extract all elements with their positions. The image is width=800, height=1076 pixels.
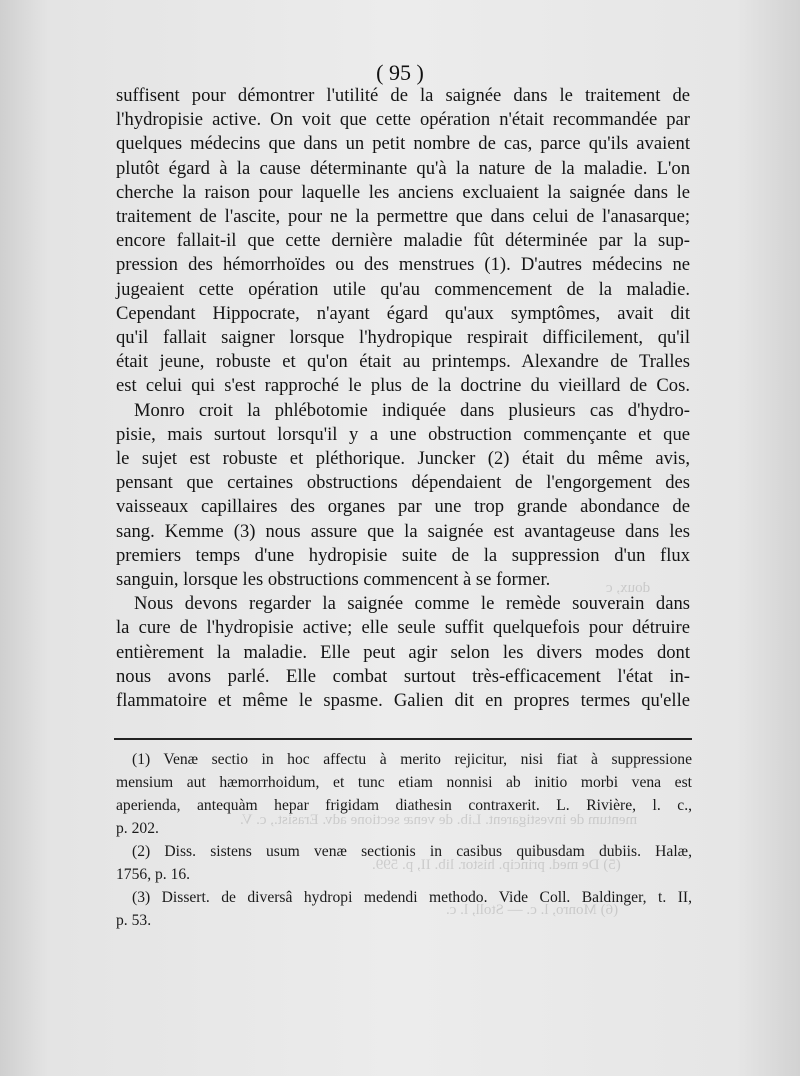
footnotes bbox=[116, 748, 692, 932]
text-line: plutôt égard à la cause déterminante qu'à la nature de la maladie. L'on bbox=[116, 157, 690, 179]
text-line: cherche la raison pour laquelle les anciens excluaient la saignée dans le bbox=[116, 181, 690, 203]
text-line: est celui qui s'est rapproché le plus de la doctrine du vieillard de Cos. bbox=[116, 375, 690, 397]
footnote-line: (3) Dissert. de diversâ hydropi medendi methodo. Vide Coll. Baldinger, t. II, bbox=[132, 889, 692, 906]
text-line: encore fallait-il que cette dernière maladie fût déterminée par la sup- bbox=[116, 230, 690, 252]
text-line: flammatoire et même le spasme. Galien dit en propres termes qu'elle bbox=[116, 690, 690, 712]
text-line: Cependant Hippocrate, n'ayant égard qu'aux symptômes, avait dit bbox=[116, 302, 690, 324]
text-line: sanguin, lorsque les obstructions commencent à se former. bbox=[116, 569, 551, 591]
text-line: vaisseaux capillaires des organes par une trop grande abondance de bbox=[116, 496, 690, 518]
bleed-through-text: (6) Monro, l. c. — Stoll, l. c. bbox=[446, 902, 619, 918]
text-line: Nous devons regarder la saignée comme le remède souverain dans bbox=[134, 593, 690, 615]
footnote-line: 1756, p. 16. bbox=[116, 866, 191, 883]
text-line: le sujet est robuste et pléthorique. Juncker (2) était du même avis, bbox=[116, 448, 690, 470]
text-line: Monro croit la phlébotomie indiquée dans plusieurs cas d'hydro- bbox=[134, 399, 690, 421]
text-line: sang. Kemme (3) nous assure que la saignée est avantageuse dans les bbox=[116, 520, 690, 542]
footnote-line: p. 202. bbox=[116, 820, 159, 837]
text-line: qu'il fallait saigner lorsque l'hydropique respirait difficilement, qu'il bbox=[116, 327, 690, 349]
bleed-through-text: doux, c bbox=[606, 580, 651, 596]
text-line: jugeaient cette opération utile qu'au commencement de la maladie. bbox=[116, 278, 690, 300]
text-line: quelques médecins que dans un petit nombre de cas, parce qu'ils avaient bbox=[116, 133, 690, 155]
text-line: traitement de l'ascite, pour ne la permettre que dans celui de l'anasarque; bbox=[116, 206, 690, 228]
text-line: premiers temps d'une hydropisie suite de la suppression d'un flux bbox=[116, 544, 690, 566]
text-line: l'hydropisie active. On voit que cette opération n'était recommandée par bbox=[116, 109, 690, 131]
footnote-line: aperienda, antequàm hepar frigidam diathesin contraxerit. L. Rivière, l. c., bbox=[116, 797, 692, 814]
text-line: était jeune, robuste et qu'on était au printemps. Alexandre de Tralles bbox=[116, 351, 690, 373]
text-line: entièrement la maladie. Elle peut agir selon les divers modes dont bbox=[116, 641, 690, 663]
text-line: suffisent pour démontrer l'utilité de la saignée dans le traitement de bbox=[116, 85, 690, 106]
text-line: pisie, mais surtout lorsqu'il y a une obstruction commençante et que bbox=[116, 423, 690, 445]
footnote-line: mensium aut hæmorrhoidum, et tunc etiam nonnisi ab initio morbi vena est bbox=[116, 774, 692, 791]
bleed-through-text: mentum de investigarent. Lib. de venæ sectione adv. Erasist., c. V. bbox=[240, 812, 638, 828]
text-line: pensant que certaines obstructions dépendaient de l'engorgement des bbox=[116, 472, 690, 494]
footnote-line: (1) Venæ sectio in hoc affectu à merito rejicitur, nisi fiat à suppressione bbox=[132, 751, 692, 768]
text-line: pression des hémorrhoïdes ou des menstrues (1). D'autres médecins ne bbox=[116, 254, 690, 276]
footnote-divider bbox=[114, 738, 692, 740]
text-line: la cure de l'hydropisie active; elle seule suffit quelquefois pour détruire bbox=[116, 617, 690, 639]
bleed-through-text: (5) De med. princip. histor. lib. II, p. 599. bbox=[372, 857, 621, 873]
text-line: nous avons parlé. Elle combat surtout très-efficacement l'état in- bbox=[116, 665, 690, 687]
footnote-line: p. 53. bbox=[116, 912, 152, 929]
page-number: ( 95 ) bbox=[376, 60, 424, 85]
main-text bbox=[116, 84, 690, 713]
footnote-line: (2) Diss. sistens usum venæ sectionis in casibus quibusdam dubiis. Halæ, bbox=[132, 843, 692, 860]
